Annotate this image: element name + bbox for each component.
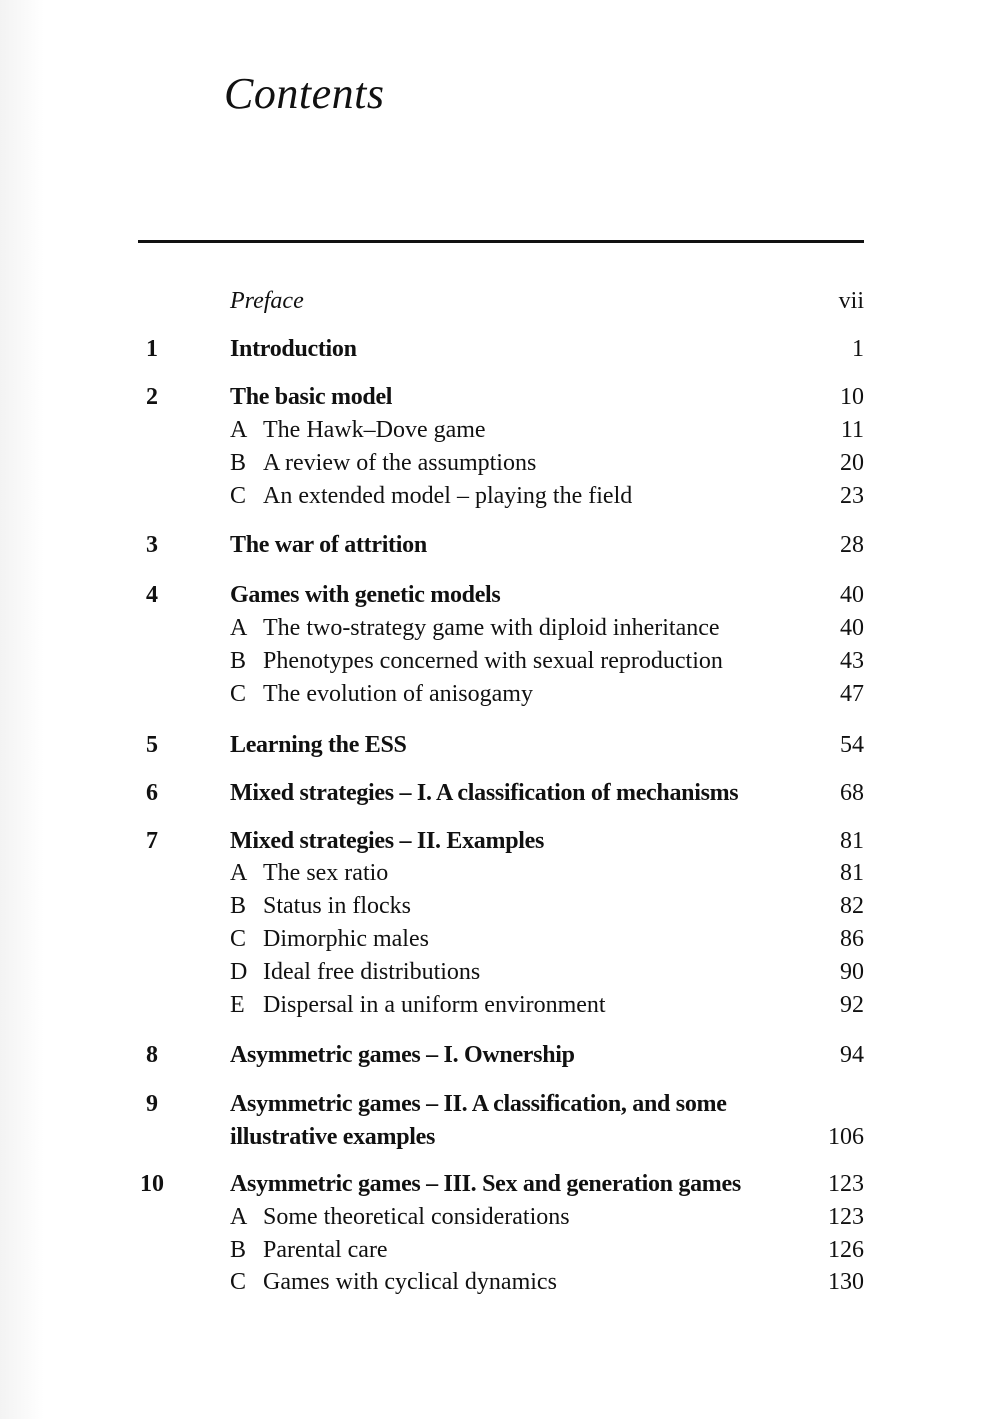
toc-section-10a[interactable]: [0, 1200, 1000, 1234]
toc-entry-page: 43: [840, 648, 864, 674]
chapter-number: 9: [146, 1091, 158, 1117]
section-letter: A: [230, 1204, 248, 1230]
toc-section-10b[interactable]: [0, 1233, 1000, 1267]
section-letter: B: [230, 648, 247, 674]
toc-entry-page: 106: [828, 1124, 864, 1150]
toc-entry-page: 28: [840, 532, 864, 558]
toc-entry-page: 11: [840, 417, 864, 443]
toc-section-4a[interactable]: [0, 611, 1000, 645]
toc-entry-page: 68: [840, 780, 864, 806]
toc-chapter-10[interactable]: [0, 1167, 1000, 1201]
section-title: The Hawk–Dove game: [263, 417, 486, 443]
toc-entry-page: 20: [840, 450, 864, 476]
chapter-title: The basic model: [230, 384, 393, 410]
chapter-number: 1: [146, 336, 158, 362]
chapter-title: The war of attrition: [230, 532, 427, 558]
section-letter: A: [230, 615, 248, 641]
section-letter: C: [230, 483, 247, 509]
toc-entry-page: 1: [852, 336, 864, 362]
section-title: The two-strategy game with diploid inheritance: [263, 615, 720, 641]
toc-chapter-1[interactable]: [0, 332, 1000, 366]
toc-entry-page: 92: [840, 992, 864, 1018]
toc-entry-page: 40: [840, 615, 864, 641]
chapter-title: Asymmetric games – III. Sex and generation games: [230, 1171, 741, 1197]
toc-section-10c[interactable]: [0, 1265, 1000, 1299]
section-letter: B: [230, 1237, 247, 1263]
toc-entry-preface[interactable]: [0, 284, 1000, 318]
toc-entry-page: 81: [840, 828, 864, 854]
toc-entry-page: 82: [840, 893, 864, 919]
section-title: Phenotypes concerned with sexual reproduction: [263, 648, 723, 674]
section-letter: B: [230, 893, 247, 919]
chapter-number: 3: [146, 532, 158, 558]
section-title: Dispersal in a uniform environment: [263, 992, 606, 1018]
toc-entry-page: 54: [840, 732, 864, 758]
toc-entry-page: 86: [840, 926, 864, 952]
section-title: Ideal free distributions: [263, 959, 481, 985]
section-letter: E: [230, 992, 245, 1018]
toc-section-4c[interactable]: [0, 677, 1000, 711]
chapter-number: 10: [140, 1171, 164, 1197]
toc-chapter-3[interactable]: [0, 528, 1000, 562]
chapter-number: 5: [146, 732, 158, 758]
chapter-title: Mixed strategies – I. A classification of mechanisms: [230, 780, 739, 806]
toc-entry-label: Preface: [230, 288, 304, 314]
toc-section-7d[interactable]: [0, 955, 1000, 989]
chapter-number: 7: [146, 828, 158, 854]
toc-entry-page: vii: [838, 288, 864, 314]
toc-entry-page: 47: [840, 681, 864, 707]
section-title: The evolution of anisogamy: [263, 681, 533, 707]
toc-entry-page: 130: [828, 1269, 864, 1295]
toc-chapter-6[interactable]: [0, 776, 1000, 810]
toc-section-2b[interactable]: [0, 446, 1000, 480]
toc-chapter-2[interactable]: [0, 380, 1000, 414]
toc-section-7e[interactable]: [0, 988, 1000, 1022]
chapter-number: 4: [146, 582, 158, 608]
toc-entry-page: 126: [828, 1237, 864, 1263]
chapter-title-continued: illustrative examples: [230, 1124, 436, 1150]
toc-chapter-9-continued[interactable]: [0, 1120, 1000, 1154]
toc-section-2a[interactable]: [0, 413, 1000, 447]
chapter-title: Asymmetric games – II. A classification, and some: [230, 1091, 727, 1117]
chapter-number: 8: [146, 1042, 158, 1068]
chapter-number: 6: [146, 780, 158, 806]
chapter-title: Learning the ESS: [230, 732, 407, 758]
toc-chapter-4[interactable]: [0, 578, 1000, 612]
toc-section-7b[interactable]: [0, 889, 1000, 923]
toc-entry-page: 94: [840, 1042, 864, 1068]
chapter-title: Asymmetric games – I. Ownership: [230, 1042, 575, 1068]
chapter-title: Games with genetic models: [230, 582, 501, 608]
toc-entry-page: 81: [840, 860, 864, 886]
toc-section-4b[interactable]: [0, 644, 1000, 678]
section-letter: A: [230, 417, 248, 443]
chapter-title: Introduction: [230, 336, 357, 362]
section-title: Some theoretical considerations: [263, 1204, 570, 1230]
section-letter: A: [230, 860, 248, 886]
section-title: Parental care: [263, 1237, 388, 1263]
page-title: Contents: [224, 69, 385, 118]
toc-chapter-7[interactable]: [0, 824, 1000, 858]
toc-entry-page: 90: [840, 959, 864, 985]
section-letter: C: [230, 1269, 247, 1295]
section-title: Dimorphic males: [263, 926, 429, 952]
toc-entry-page: 10: [840, 384, 864, 410]
toc-entry-page: 40: [840, 582, 864, 608]
toc-entry-page: 123: [828, 1171, 864, 1197]
toc-entry-page: 123: [828, 1204, 864, 1230]
toc-chapter-5[interactable]: [0, 728, 1000, 762]
section-title: An extended model – playing the field: [263, 483, 633, 509]
toc-chapter-9[interactable]: [0, 1087, 1000, 1121]
section-letter: B: [230, 450, 247, 476]
section-letter: C: [230, 926, 247, 952]
toc-section-2c[interactable]: [0, 479, 1000, 513]
section-title: Games with cyclical dynamics: [263, 1269, 557, 1295]
section-letter: D: [230, 959, 248, 985]
section-title: Status in flocks: [263, 893, 411, 919]
chapter-title: Mixed strategies – II. Examples: [230, 828, 544, 854]
toc-section-7a[interactable]: [0, 856, 1000, 890]
section-letter: C: [230, 681, 247, 707]
toc-section-7c[interactable]: [0, 922, 1000, 956]
section-title: The sex ratio: [263, 860, 389, 886]
chapter-number: 2: [146, 384, 158, 410]
section-title: A review of the assumptions: [263, 450, 537, 476]
toc-entry-page: 23: [840, 483, 864, 509]
toc-chapter-8[interactable]: [0, 1038, 1000, 1072]
